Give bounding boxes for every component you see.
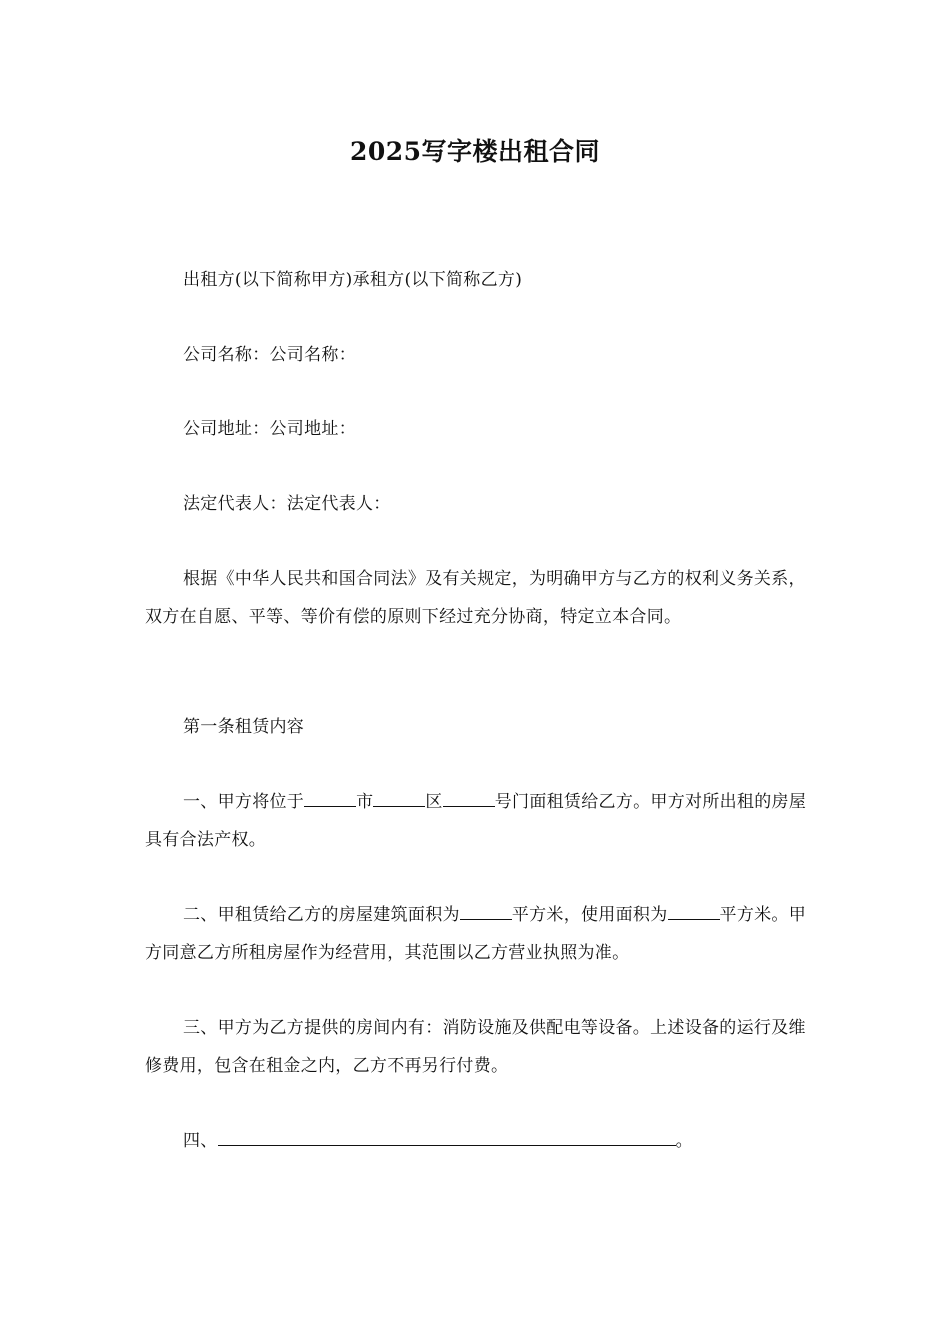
- clause-four-blank: [218, 1127, 676, 1146]
- legal-representative-line: 法定代表人：法定代表人：: [183, 494, 391, 514]
- clause-two-text-b: 平方米，使用面积为: [511, 905, 668, 925]
- preamble-paragraph: 根据《中华人民共和国合同法》及有关规定，为明确甲方与乙方的权利义务关系，双方在自愿、平等、等价有偿的原则下经过充分协商，特定立本合同。: [145, 569, 806, 627]
- clause-one-text-c: 区: [425, 792, 443, 812]
- usable-area-blank: [668, 901, 720, 920]
- clause-one-text-b: 市: [356, 792, 374, 812]
- clause-one-text-d: 号门面租赁给乙方。甲方对所出租的房屋具有合法产权。: [145, 792, 807, 850]
- clause-four-text-b: 。: [675, 1131, 693, 1151]
- parties-line: 出租方(以下简称甲方)承租方(以下简称乙方): [183, 270, 523, 290]
- clause-one-text-a: 一、甲方将位于: [183, 792, 305, 812]
- document-title: 2025写字楼出租合同: [349, 137, 601, 166]
- clause-two: [145, 896, 821, 972]
- number-blank: [443, 788, 495, 807]
- city-blank: [304, 788, 356, 807]
- company-name-line: 公司名称：公司名称：: [183, 345, 356, 365]
- building-area-blank: [460, 901, 512, 920]
- clause-one: [145, 783, 821, 859]
- company-address-line: 公司地址：公司地址：: [183, 419, 356, 439]
- clause-four-text-a: 四、: [183, 1131, 218, 1151]
- district-blank: [373, 788, 425, 807]
- clause-two-text-c: 平方米。甲方同意乙方所租房屋作为经营用，其范围以乙方营业执照为准。: [145, 905, 807, 963]
- clause-four: [145, 1122, 821, 1160]
- clause-three: 三、甲方为乙方提供的房间内有：消防设施及供配电等设备。上述设备的运行及维修费用，包含在租金之内，乙方不再另行付费。: [145, 1018, 806, 1076]
- clause-two-text-a: 二、甲租赁给乙方的房屋建筑面积为: [183, 905, 460, 925]
- article-heading: 第一条租赁内容: [183, 717, 305, 737]
